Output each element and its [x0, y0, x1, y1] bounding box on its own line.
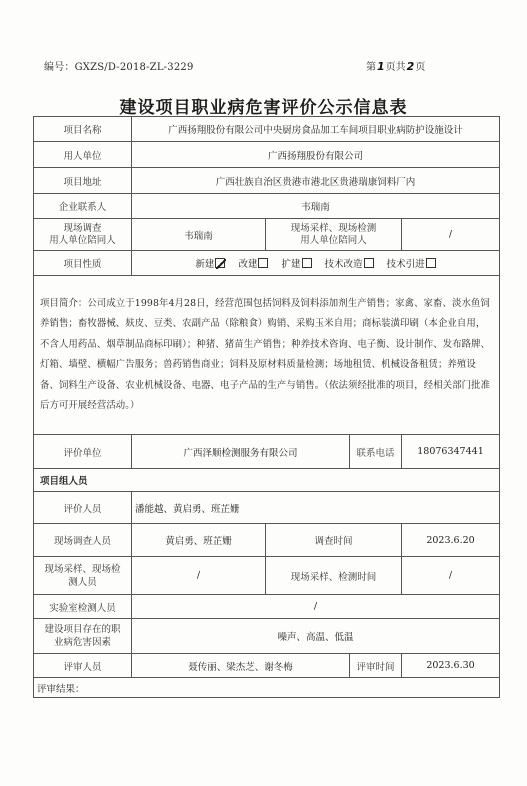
contact-label: 企业联系人 — [34, 194, 132, 219]
evaluator-label: 评价单位 — [34, 435, 132, 469]
row-hazards — [34, 619, 500, 654]
nature-options — [132, 251, 500, 276]
row-reviewers — [34, 654, 500, 678]
page-mid: 页共 — [385, 62, 406, 73]
accompany-label-line2: 用人单位陪同人 — [49, 234, 116, 246]
contact-value: 韦瑞南 — [132, 194, 500, 219]
nature-label: 项目性质 — [34, 251, 132, 276]
reviewers-label: 评审人员 — [34, 654, 132, 678]
sampling-accompany-label — [266, 219, 402, 251]
row-team-header — [34, 469, 500, 492]
review-time-label: 评审时间 — [350, 654, 402, 678]
lab-value: / — [132, 595, 500, 619]
row-evaluators — [34, 492, 500, 524]
samplers-value: / — [132, 557, 266, 595]
project-name-value: 广西扬翔股份有限公司中央厨房食品加工车间项目职业病防护设施设计 — [132, 117, 500, 142]
hazards-label-line2: 业病危害因素 — [53, 637, 111, 648]
employer-value: 广西扬翔股份有限公司 — [132, 142, 500, 168]
sampling-accompany-label-line1: 现场采样、现场检测 — [290, 222, 377, 234]
page-current: 1 — [377, 60, 385, 73]
checkbox-icon — [302, 258, 312, 268]
row-evaluator — [34, 435, 500, 469]
row-accompany — [34, 219, 500, 251]
page-indicator — [366, 58, 425, 73]
investigators-label: 现场调查人员 — [34, 524, 132, 557]
row-intro — [34, 276, 500, 435]
info-table — [33, 116, 500, 698]
row-project-name — [34, 117, 500, 142]
address-value: 广西壮族自治区贵港市港北区贵港瑞康饲料厂内 — [132, 168, 500, 194]
row-result — [34, 678, 500, 698]
nature-option-new-label: 新建 — [195, 259, 215, 270]
employer-label: 用人单位 — [34, 142, 132, 168]
investigation-time-value: 2023.6.20 — [402, 524, 500, 557]
nature-option-tech-import-label: 技术引进 — [386, 259, 425, 270]
nature-option-rebuild — [238, 259, 268, 270]
nature-option-tech-reform-label: 技术改造 — [324, 259, 363, 270]
hazards-label-line1: 建设项目存在的职 — [44, 624, 121, 635]
evaluator-value: 广西泽顺检测服务有限公司 — [132, 435, 350, 469]
samplers-label-line1: 现场采样、现场检 — [44, 563, 121, 575]
row-investigators — [34, 524, 500, 557]
sampling-accompany-value: / — [402, 219, 500, 251]
nature-option-expand-label: 扩建 — [281, 259, 301, 270]
hazards-label — [34, 619, 132, 654]
accompany-label — [34, 219, 132, 251]
sampling-accompany-label-line2: 用人单位陪同人 — [300, 234, 367, 246]
document-number: 编号：GXZS/D-2018-ZL-3229 — [44, 62, 194, 73]
checkbox-checked-icon — [215, 258, 225, 268]
samplers-label — [34, 557, 132, 595]
nature-option-expand — [282, 259, 312, 270]
nature-option-new — [195, 259, 225, 270]
sampling-time-label: 现场采样、检测时间 — [266, 557, 402, 595]
row-samplers — [34, 557, 500, 595]
accompany-label-line1: 现场调查 — [63, 222, 102, 234]
row-employer — [34, 142, 500, 168]
checkbox-icon — [426, 258, 436, 268]
investigators-value: 黄启勇、班芷姗 — [132, 524, 266, 557]
row-address — [34, 168, 500, 194]
phone-label: 联系电话 — [350, 435, 402, 469]
project-intro: 项目简介：公司成立于1998年4月28日，经营范围包括饲料及饲料添加剂生产销售；家禽、家畜、淡水鱼饲养销售；畜牧器械、麸皮、豆类、农副产品（除粮食）购销、采购玉米自用；商标装潢印刷（本企业自用，不含人用药品、烟草制品商标印刷）；种猪、猪苗生产销售；种养技术咨询、电子衡、设计制作、发布路牌、灯箱、墙壁、横幅广告服务；兽药销售商业；饲料及原材料质量检测；场地租赁、机械设备租赁；养殖设备、饲料生产设备、农业机械设备、电器、电子产品的生产与销售。（依法须经批准的项目，经相关部门批准后方可开展经营活动。） — [34, 276, 500, 435]
hazards-value: 噪声、高温、低温 — [132, 619, 500, 654]
page-prefix: 第 — [366, 62, 376, 73]
accompany-value: 韦瑞南 — [132, 219, 266, 251]
samplers-label-line2: 测人员 — [68, 576, 97, 588]
row-contact — [34, 194, 500, 219]
address-label: 项目地址 — [34, 168, 132, 194]
page-title: 建设项目职业病危害评价公示信息表 — [119, 98, 408, 118]
nature-option-tech-reform — [325, 259, 374, 270]
project-name-label: 项目名称 — [34, 117, 132, 142]
reviewers-value: 聂传丽、梁杰芝、谢冬梅 — [132, 654, 350, 678]
review-time-value: 2023.6.30 — [402, 654, 500, 678]
phone-value: 18076347441 — [402, 435, 500, 469]
checkbox-icon — [364, 258, 374, 268]
evaluators-value: 潘能越、黄启勇、班芷姗 — [132, 492, 500, 524]
page-total: 2 — [406, 60, 415, 73]
nature-option-rebuild-label: 改建 — [238, 259, 258, 270]
checkbox-icon — [258, 258, 268, 268]
row-lab — [34, 595, 500, 619]
sampling-time-value: / — [402, 557, 500, 595]
lab-label: 实验室检测人员 — [34, 595, 132, 619]
investigation-time-label: 调查时间 — [266, 524, 402, 557]
nature-option-tech-import — [387, 259, 436, 270]
evaluators-label: 评价人员 — [34, 492, 132, 524]
team-section-header: 项目组人员 — [34, 469, 500, 492]
page-suffix: 页 — [415, 62, 426, 73]
row-nature — [34, 251, 500, 276]
review-result-label: 评审结果： — [34, 678, 500, 698]
